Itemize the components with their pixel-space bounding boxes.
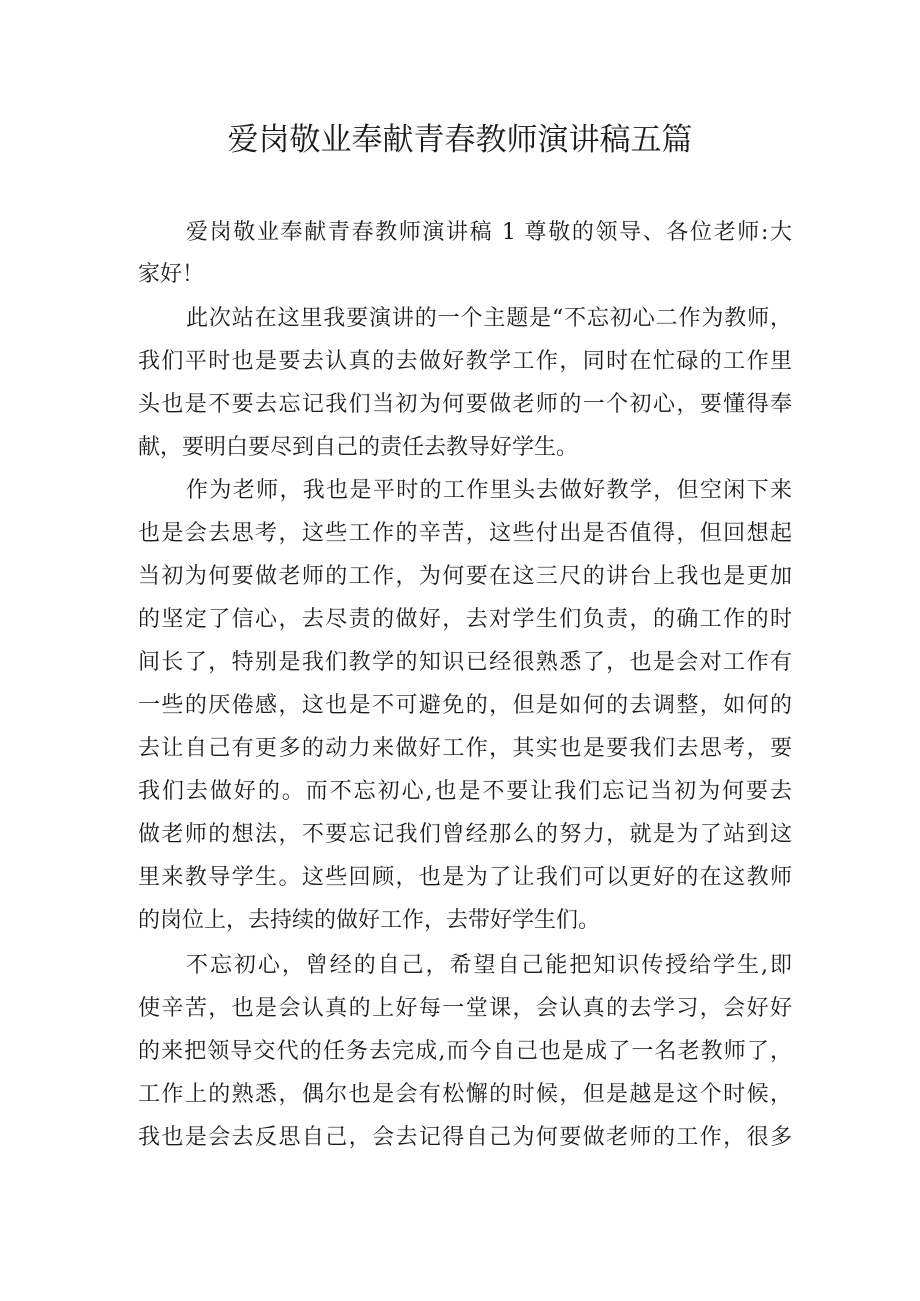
- paragraph-line: 工作上的熟悉，偶尔也是会有松懈的时候，但是越是这个时候，: [138, 1082, 792, 1107]
- paragraph-line: 使辛苦，也是会认真的上好每一堂课，会认真的去学习，会好好: [138, 996, 792, 1021]
- paragraph-line: 我也是会去反思自己，会去记得自己为何要做老师的工作，很多: [138, 1125, 792, 1150]
- paragraph-line: 头也是不要去忘记我们当初为何要做老师的一个初心，要懂得奉: [138, 392, 792, 417]
- paragraph-line: 做老师的想法，不要忘记我们曾经那么的努力，就是为了站到这: [138, 822, 792, 847]
- paragraph-line: 的坚定了信心，去尽责的做好，去对学生们负责，的确工作的时: [138, 607, 792, 632]
- paragraph-line: 献，要明白要尽到自己的责任去教导好学生。: [138, 435, 579, 460]
- paragraph-line: 家好！: [138, 262, 205, 287]
- paragraph-line: 里来教导学生。这些回顾，也是为了让我们可以更好的在这教师: [138, 865, 792, 890]
- paragraph-line: 间长了，特别是我们教学的知识已经很熟悉了，也是会对工作有: [138, 650, 792, 675]
- document-title: 爱岗敬业奉献青春教师演讲稿五篇: [227, 122, 693, 158]
- paragraph-line: 也是会去思考，这些工作的辛苦，这些付出是否值得，但回想起: [138, 521, 792, 546]
- paragraph-line: 的来把领导交代的任务去完成,而今自己也是成了一名老教师了，: [138, 1039, 792, 1064]
- paragraph-line: 作为老师，我也是平时的工作里头去做好教学，但空闲下来: [186, 478, 792, 503]
- paragraph-line: 的岗位上，去持续的做好工作，去带好学生们。: [138, 908, 601, 933]
- paragraph-line: 此次站在这里我要演讲的一个主题是“不忘初心二作为教师，: [186, 306, 792, 331]
- paragraph-line: 我们去做好的。而不忘初心,也是不要让我们忘记当初为何要去: [138, 779, 792, 804]
- paragraph-line: 爱岗敬业奉献青春教师演讲稿 1 尊敬的领导、各位老师:大: [186, 220, 792, 245]
- paragraph-line: 当初为何要做老师的工作，为何要在这三尺的讲台上我也是更加: [138, 564, 792, 589]
- paragraph-line: 不忘初心，曾经的自己，希望自己能把知识传授给学生,即: [186, 953, 792, 978]
- paragraph-line: 我们平时也是要去认真的去做好教学工作，同时在忙碌的工作里: [138, 349, 792, 374]
- paragraph-line: 去让自己有更多的动力来做好工作，其实也是要我们去思考，要: [138, 736, 792, 761]
- paragraph-line: 一些的厌倦感，这也是不可避免的，但是如何的去调整，如何的: [138, 693, 792, 718]
